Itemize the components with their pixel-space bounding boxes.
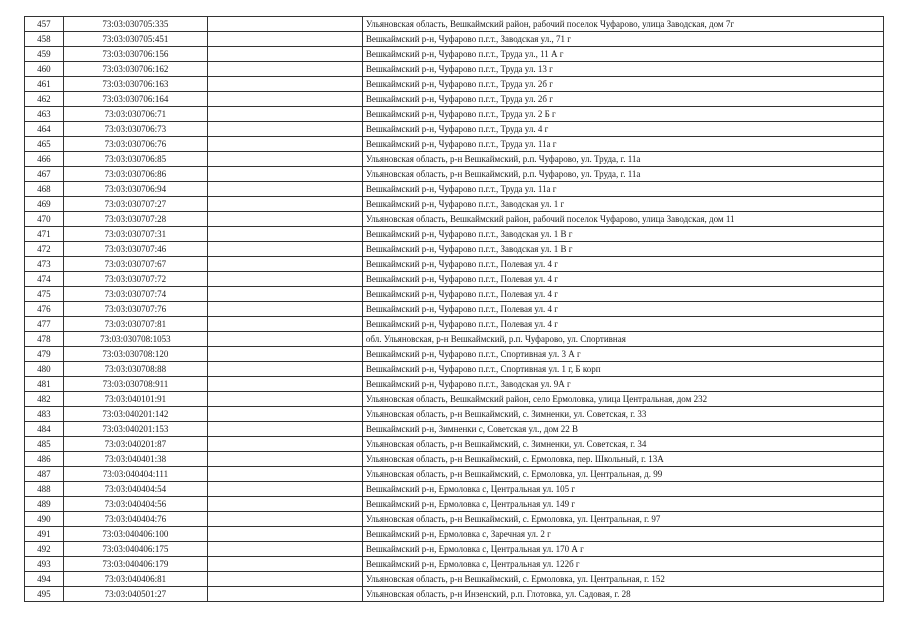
empty-cell bbox=[208, 572, 363, 587]
table-row bbox=[25, 482, 884, 497]
row-number-cell: 474 bbox=[25, 272, 64, 287]
empty-cell bbox=[208, 197, 363, 212]
row-number-cell: 486 bbox=[25, 452, 64, 467]
table-row bbox=[25, 392, 884, 407]
row-number-cell: 460 bbox=[25, 62, 64, 77]
empty-cell bbox=[208, 452, 363, 467]
table-row bbox=[25, 197, 884, 212]
empty-cell bbox=[208, 407, 363, 422]
address-cell: Вешкаймский р-н, Чуфарово п.г.т., Труда ул. 2б г bbox=[362, 92, 883, 107]
empty-cell bbox=[208, 182, 363, 197]
table-row bbox=[25, 32, 884, 47]
row-number-cell: 480 bbox=[25, 362, 64, 377]
cadastral-number-cell: 73:03:030705:451 bbox=[63, 32, 208, 47]
row-number-cell: 481 bbox=[25, 377, 64, 392]
row-number-cell: 484 bbox=[25, 422, 64, 437]
row-number-cell: 478 bbox=[25, 332, 64, 347]
table-row bbox=[25, 77, 884, 92]
empty-cell bbox=[208, 557, 363, 572]
table-row bbox=[25, 212, 884, 227]
empty-cell bbox=[208, 17, 363, 32]
table-row bbox=[25, 332, 884, 347]
address-cell: Вешкаймский р-н, Чуфарово п.г.т., Заводская ул. 9А г bbox=[362, 377, 883, 392]
cadastral-number-cell: 73:03:030707:76 bbox=[63, 302, 208, 317]
cadastral-number-cell: 73:03:030707:27 bbox=[63, 197, 208, 212]
row-number-cell: 490 bbox=[25, 512, 64, 527]
cadastral-number-cell: 73:03:030706:162 bbox=[63, 62, 208, 77]
empty-cell bbox=[208, 317, 363, 332]
row-number-cell: 473 bbox=[25, 257, 64, 272]
row-number-cell: 462 bbox=[25, 92, 64, 107]
address-cell: Ульяновская область, р-н Вешкаймский, р.п. Чуфарово, ул. Труда, г. 11а bbox=[362, 167, 883, 182]
address-cell: Вешкаймский р-н, Чуфарово п.г.т., Полевая ул. 4 г bbox=[362, 287, 883, 302]
empty-cell bbox=[208, 542, 363, 557]
empty-cell bbox=[208, 47, 363, 62]
row-number-cell: 461 bbox=[25, 77, 64, 92]
empty-cell bbox=[208, 362, 363, 377]
empty-cell bbox=[208, 467, 363, 482]
table-row bbox=[25, 227, 884, 242]
address-cell: Вешкаймский р-н, Чуфарово п.г.т., Полевая ул. 4 г bbox=[362, 272, 883, 287]
cadastral-number-cell: 73:03:030707:67 bbox=[63, 257, 208, 272]
address-cell: Вешкаймский р-н, Чуфарово п.г.т., Труда ул. 2б г bbox=[362, 77, 883, 92]
row-number-cell: 495 bbox=[25, 587, 64, 602]
address-cell: Вешкаймский р-н, Ермоловка с, Центральная ул. 170 А г bbox=[362, 542, 883, 557]
empty-cell bbox=[208, 392, 363, 407]
row-number-cell: 465 bbox=[25, 137, 64, 152]
empty-cell bbox=[208, 272, 363, 287]
cadastral-number-cell: 73:03:040406:179 bbox=[63, 557, 208, 572]
row-number-cell: 475 bbox=[25, 287, 64, 302]
row-number-cell: 463 bbox=[25, 107, 64, 122]
empty-cell bbox=[208, 212, 363, 227]
table-row bbox=[25, 152, 884, 167]
table-row bbox=[25, 137, 884, 152]
cadastral-number-cell: 73:03:030706:73 bbox=[63, 122, 208, 137]
address-cell: Ульяновская область, р-н Вешкаймский, р.п. Чуфарово, ул. Труда, г. 11а bbox=[362, 152, 883, 167]
empty-cell bbox=[208, 587, 363, 602]
row-number-cell: 476 bbox=[25, 302, 64, 317]
row-number-cell: 482 bbox=[25, 392, 64, 407]
row-number-cell: 494 bbox=[25, 572, 64, 587]
row-number-cell: 492 bbox=[25, 542, 64, 557]
cadastral-number-cell: 73:03:030707:81 bbox=[63, 317, 208, 332]
empty-cell bbox=[208, 242, 363, 257]
row-number-cell: 491 bbox=[25, 527, 64, 542]
empty-cell bbox=[208, 62, 363, 77]
table-row bbox=[25, 467, 884, 482]
cadastral-number-cell: 73:03:040406:81 bbox=[63, 572, 208, 587]
table-row bbox=[25, 347, 884, 362]
cadastral-number-cell: 73:03:030706:163 bbox=[63, 77, 208, 92]
cadastral-number-cell: 73:03:040201:87 bbox=[63, 437, 208, 452]
address-cell: Вешкаймский р-н, Чуфарово п.г.т., Труда ул. 11а г bbox=[362, 137, 883, 152]
cadastral-number-cell: 73:03:030706:164 bbox=[63, 92, 208, 107]
address-cell: Ульяновская область, р-н Вешкаймский, с. Зимненки, ул. Советская, г. 33 bbox=[362, 407, 883, 422]
row-number-cell: 467 bbox=[25, 167, 64, 182]
cadastral-number-cell: 73:03:030708:88 bbox=[63, 362, 208, 377]
table-row bbox=[25, 527, 884, 542]
table-row bbox=[25, 572, 884, 587]
cadastral-number-cell: 73:03:030706:94 bbox=[63, 182, 208, 197]
cadastral-number-cell: 73:03:030707:28 bbox=[63, 212, 208, 227]
address-cell: Вешкаймский р-н, Чуфарово п.г.т., Труда ул., 11 А г bbox=[362, 47, 883, 62]
table-row bbox=[25, 272, 884, 287]
empty-cell bbox=[208, 497, 363, 512]
table-row bbox=[25, 557, 884, 572]
cadastral-number-cell: 73:03:030705:335 bbox=[63, 17, 208, 32]
table-row bbox=[25, 437, 884, 452]
cadastral-number-cell: 73:03:030708:120 bbox=[63, 347, 208, 362]
table-row bbox=[25, 257, 884, 272]
table-row bbox=[25, 407, 884, 422]
address-cell: Ульяновская область, Вешкаймский район, рабочий поселок Чуфарово, улица Заводская, дом 11 bbox=[362, 212, 883, 227]
address-cell: Ульяновская область, р-н Вешкаймский, с. Ермоловка, ул. Центральная, г. 152 bbox=[362, 572, 883, 587]
cadastral-number-cell: 73:03:040401:38 bbox=[63, 452, 208, 467]
cadastral-number-cell: 73:03:040404:76 bbox=[63, 512, 208, 527]
empty-cell bbox=[208, 122, 363, 137]
address-cell: Вешкаймский р-н, Ермоловка с, Центральная ул. 105 г bbox=[362, 482, 883, 497]
row-number-cell: 489 bbox=[25, 497, 64, 512]
row-number-cell: 479 bbox=[25, 347, 64, 362]
table-row bbox=[25, 362, 884, 377]
empty-cell bbox=[208, 152, 363, 167]
empty-cell bbox=[208, 107, 363, 122]
table-row bbox=[25, 542, 884, 557]
table-row bbox=[25, 302, 884, 317]
address-cell: Вешкаймский р-н, Чуфарово п.г.т., Спортивная ул. 3 А г bbox=[362, 347, 883, 362]
table-row bbox=[25, 512, 884, 527]
row-number-cell: 470 bbox=[25, 212, 64, 227]
row-number-cell: 464 bbox=[25, 122, 64, 137]
address-cell: Ульяновская область, р-н Вешкаймский, с. Ермоловка, ул. Центральная, д. 99 bbox=[362, 467, 883, 482]
empty-cell bbox=[208, 287, 363, 302]
cadastral-number-cell: 73:03:040201:153 bbox=[63, 422, 208, 437]
cadastral-number-cell: 73:03:030708:911 bbox=[63, 377, 208, 392]
address-cell: Вешкаймский р-н, Зимненки с, Советская ул., дом 22 В bbox=[362, 422, 883, 437]
address-cell: Вешкаймский р-н, Ермоловка с, Центральная ул. 149 г bbox=[362, 497, 883, 512]
cadastral-number-cell: 73:03:030707:31 bbox=[63, 227, 208, 242]
cadastral-number-cell: 73:03:030706:85 bbox=[63, 152, 208, 167]
cadastral-number-cell: 73:03:030707:72 bbox=[63, 272, 208, 287]
cadastral-number-cell: 73:03:040201:142 bbox=[63, 407, 208, 422]
empty-cell bbox=[208, 527, 363, 542]
table-row bbox=[25, 92, 884, 107]
row-number-cell: 468 bbox=[25, 182, 64, 197]
row-number-cell: 471 bbox=[25, 227, 64, 242]
cadastral-number-cell: 73:03:030708:1053 bbox=[63, 332, 208, 347]
address-cell: Вешкаймский р-н, Чуфарово п.г.т., Полевая ул. 4 г bbox=[362, 302, 883, 317]
cadastral-number-cell: 73:03:030706:156 bbox=[63, 47, 208, 62]
row-number-cell: 458 bbox=[25, 32, 64, 47]
address-cell: Вешкаймский р-н, Чуфарово п.г.т., Труда ул. 13 г bbox=[362, 62, 883, 77]
address-cell: обл. Ульяновская, р-н Вешкаймский, р.п. Чуфарово, ул. Спортивная bbox=[362, 332, 883, 347]
row-number-cell: 472 bbox=[25, 242, 64, 257]
address-cell: Вешкаймский р-н, Чуфарово п.г.т., Труда ул. 2 Б г bbox=[362, 107, 883, 122]
table-row bbox=[25, 377, 884, 392]
empty-cell bbox=[208, 347, 363, 362]
address-cell: Вешкаймский р-н, Чуфарово п.г.т., Заводская ул. 1 В г bbox=[362, 242, 883, 257]
address-cell: Вешкаймский р-н, Чуфарово п.г.т., Полевая ул. 4 г bbox=[362, 257, 883, 272]
table-row bbox=[25, 167, 884, 182]
cadastral-number-cell: 73:03:030706:71 bbox=[63, 107, 208, 122]
row-number-cell: 483 bbox=[25, 407, 64, 422]
table-row bbox=[25, 497, 884, 512]
registry-table-body bbox=[25, 17, 884, 602]
empty-cell bbox=[208, 437, 363, 452]
row-number-cell: 469 bbox=[25, 197, 64, 212]
cadastral-number-cell: 73:03:030706:76 bbox=[63, 137, 208, 152]
empty-cell bbox=[208, 92, 363, 107]
address-cell: Ульяновская область, р-н Вешкаймский, с. Ермоловка, пер. Школьный, г. 13А bbox=[362, 452, 883, 467]
address-cell: Вешкаймский р-н, Чуфарово п.г.т., Спортивная ул. 1 г, Б корп bbox=[362, 362, 883, 377]
cadastral-number-cell: 73:03:040404:56 bbox=[63, 497, 208, 512]
empty-cell bbox=[208, 332, 363, 347]
row-number-cell: 488 bbox=[25, 482, 64, 497]
address-cell: Вешкаймский р-н, Чуфарово п.г.т., Полевая ул. 4 г bbox=[362, 317, 883, 332]
address-cell: Вешкаймский р-н, Чуфарово п.г.т., Заводская ул., 71 г bbox=[362, 32, 883, 47]
row-number-cell: 487 bbox=[25, 467, 64, 482]
address-cell: Ульяновская область, р-н Вешкаймский, с. Зимненки, ул. Советская, г. 34 bbox=[362, 437, 883, 452]
empty-cell bbox=[208, 512, 363, 527]
address-cell: Ульяновская область, Вешкаймский район, рабочий поселок Чуфарово, улица Заводская, дом 7г bbox=[362, 17, 883, 32]
address-cell: Вешкаймский р-н, Чуфарово п.г.т., Труда ул. 4 г bbox=[362, 122, 883, 137]
table-row bbox=[25, 422, 884, 437]
empty-cell bbox=[208, 377, 363, 392]
address-cell: Вешкаймский р-н, Ермоловка с, Заречная ул. 2 г bbox=[362, 527, 883, 542]
cadastral-number-cell: 73:03:040406:100 bbox=[63, 527, 208, 542]
cadastral-number-cell: 73:03:030707:46 bbox=[63, 242, 208, 257]
cadastral-number-cell: 73:03:040404:111 bbox=[63, 467, 208, 482]
row-number-cell: 477 bbox=[25, 317, 64, 332]
table-row bbox=[25, 62, 884, 77]
table-row bbox=[25, 17, 884, 32]
registry-table bbox=[24, 16, 884, 602]
row-number-cell: 485 bbox=[25, 437, 64, 452]
row-number-cell: 459 bbox=[25, 47, 64, 62]
address-cell: Вешкаймский р-н, Чуфарово п.г.т., Труда ул. 11а г bbox=[362, 182, 883, 197]
empty-cell bbox=[208, 32, 363, 47]
empty-cell bbox=[208, 227, 363, 242]
empty-cell bbox=[208, 77, 363, 92]
table-row bbox=[25, 122, 884, 137]
cadastral-number-cell: 73:03:040404:54 bbox=[63, 482, 208, 497]
table-row bbox=[25, 107, 884, 122]
address-cell: Ульяновская область, р-н Инзенский, р.п. Глотовка, ул. Садовая, г. 28 bbox=[362, 587, 883, 602]
address-cell: Ульяновская область, р-н Вешкаймский, с. Ермоловка, ул. Центральная, г. 97 bbox=[362, 512, 883, 527]
table-row bbox=[25, 587, 884, 602]
empty-cell bbox=[208, 302, 363, 317]
address-cell: Ульяновская область, Вешкаймский район, село Ермоловка, улица Центральная, дом 232 bbox=[362, 392, 883, 407]
empty-cell bbox=[208, 422, 363, 437]
row-number-cell: 457 bbox=[25, 17, 64, 32]
table-row bbox=[25, 47, 884, 62]
cadastral-number-cell: 73:03:040101:91 bbox=[63, 392, 208, 407]
table-row bbox=[25, 182, 884, 197]
table-row bbox=[25, 242, 884, 257]
table-row bbox=[25, 452, 884, 467]
cadastral-number-cell: 73:03:030706:86 bbox=[63, 167, 208, 182]
cadastral-number-cell: 73:03:030707:74 bbox=[63, 287, 208, 302]
table-row bbox=[25, 317, 884, 332]
empty-cell bbox=[208, 482, 363, 497]
empty-cell bbox=[208, 137, 363, 152]
row-number-cell: 466 bbox=[25, 152, 64, 167]
empty-cell bbox=[208, 167, 363, 182]
empty-cell bbox=[208, 257, 363, 272]
table-row bbox=[25, 287, 884, 302]
address-cell: Вешкаймский р-н, Чуфарово п.г.т., Заводская ул. 1 г bbox=[362, 197, 883, 212]
address-cell: Вешкаймский р-н, Чуфарово п.г.т., Заводская ул. 1 В г bbox=[362, 227, 883, 242]
address-cell: Вешкаймский р-н, Ермоловка с, Центральная ул. 122б г bbox=[362, 557, 883, 572]
cadastral-number-cell: 73:03:040406:175 bbox=[63, 542, 208, 557]
cadastral-number-cell: 73:03:040501:27 bbox=[63, 587, 208, 602]
row-number-cell: 493 bbox=[25, 557, 64, 572]
